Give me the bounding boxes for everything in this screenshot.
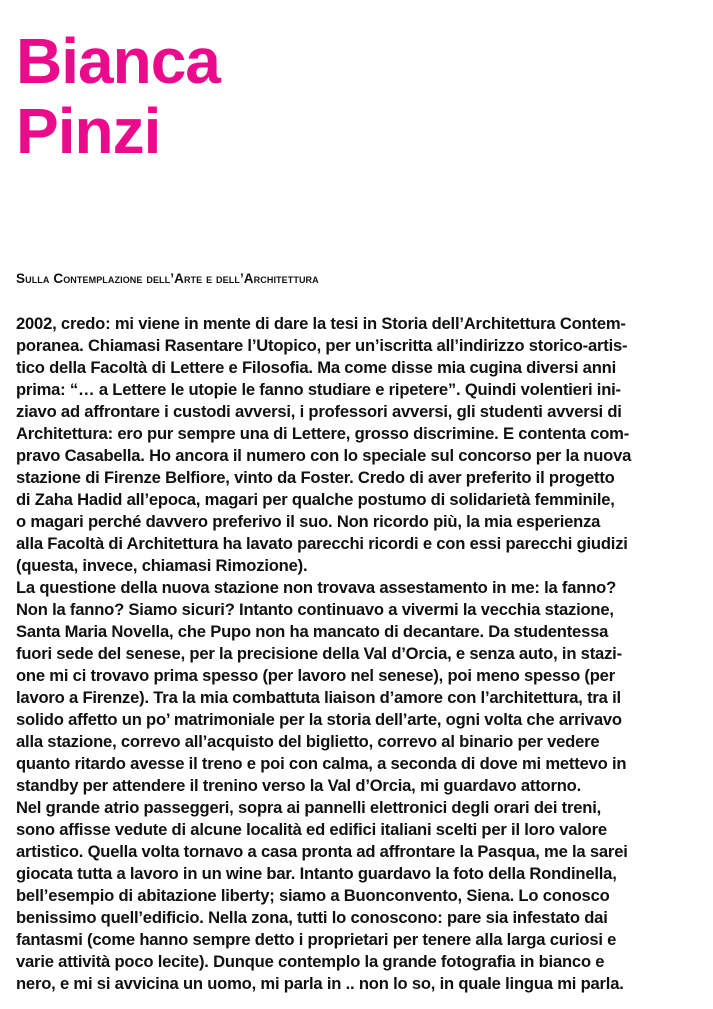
body-line: Non la fanno? Siamo sicuri? Intanto continuavo a vivermi la vecchia stazione, <box>16 600 614 619</box>
body-line: bell’esempio di abitazione liberty; siamo a Buonconvento, Siena. Lo conosco <box>16 886 610 905</box>
author-last-name: Pinzi <box>16 95 161 167</box>
body-line: stazione di Firenze Belfiore, vinto da Foster. Credo di aver preferito il progetto <box>16 468 615 487</box>
body-line: varie attività poco lecite). Dunque contemplo la grande fotografia in bianco e <box>16 952 605 971</box>
body-line: alla Facoltà di Architettura ha lavato parecchi ricordi e con essi parecchi giudizi <box>16 534 628 553</box>
body-line: artistico. Quella volta tornavo a casa pronta ad affrontare la Pasqua, me la sarei <box>16 842 628 861</box>
body-line: La questione della nuova stazione non trovava assestamento in me: la fanno? <box>16 578 617 597</box>
essay-heading: Sulla Contemplazione dell’Arte e dell’Architettura <box>16 271 319 286</box>
body-line: di Zaha Hadid all’epoca, magari per qualche postumo di solidarietà femminile, <box>16 490 615 509</box>
body-line: Architettura: ero pur sempre una di Lettere, grosso discrimine. E contenta com- <box>16 424 630 443</box>
body-line: 2002, credo: mi viene in mente di dare la tesi in Storia dell’Architettura Contem- <box>16 314 626 333</box>
body-line: Nel grande atrio passeggeri, sopra ai pannelli elettronici degli orari dei treni, <box>16 798 602 817</box>
body-line: pravo Casabella. Ho ancora il numero con lo speciale sul concorso per la nuova <box>16 446 632 465</box>
author-first-name: Bianca <box>16 25 220 97</box>
body-line: giocata tutta a lavoro in un wine bar. Intanto guardavo la foto della Rondinella, <box>16 864 617 883</box>
body-line: nero, e mi si avvicina un uomo, mi parla in .. non lo so, in quale lingua mi parla. <box>16 974 624 993</box>
body-line: prima: “… a Lettere le utopie le fanno studiare e ripetere”. Quindi volentieri ini- <box>16 380 621 399</box>
body-line: lavoro a Firenze). Tra la mia combattuta liaison d’amore con l’architettura, tra il <box>16 688 621 707</box>
body-line: solido affetto un po’ matrimoniale per la storia dell’arte, ogni volta che arrivavo <box>16 710 622 729</box>
body-line: tico della Facoltà di Lettere e Filosofia. Ma come disse mia cugina diversi anni <box>16 358 616 377</box>
body-line: fuori sede del senese, per la precisione della Val d’Orcia, e senza auto, in stazi- <box>16 644 622 663</box>
body-line: standby per attendere il trenino verso la Val d’Orcia, mi guardavo attorno. <box>16 776 582 795</box>
body-line: Santa Maria Novella, che Pupo non ha mancato di decantare. Da studentessa <box>16 622 609 641</box>
body-line: alla stazione, correvo all’acquisto del biglietto, correvo al binario per vedere <box>16 732 600 751</box>
body-line: (questa, invece, chiamasi Rimozione). <box>16 556 308 575</box>
body-line: poranea. Chiamasi Rasentare l’Utopico, per un’iscritta all’indirizzo storico-artis- <box>16 336 628 355</box>
body-line: benissimo quell’edificio. Nella zona, tutti lo conoscono: pare sia infestato dai <box>16 908 608 927</box>
body-line: ziavo ad affrontare i custodi avversi, i professori avversi, gli studenti avversi di <box>16 402 622 421</box>
body-line: fantasmi (come hanno sempre detto i proprietari per tenere alla larga curiosi e <box>16 930 617 949</box>
body-line: one mi ci trovavo prima spesso (per lavoro nel senese), poi meno spesso (per <box>16 666 615 685</box>
body-line: sono affisse vedute di alcune località ed edifici italiani scelti per il loro valore <box>16 820 607 839</box>
body-line: o magari perché davvero preferivo il suo. Non ricordo più, la mia esperienza <box>16 512 601 531</box>
body-line: quanto ritardo avesse il treno e poi con calma, a seconda di dove mi mettevo in <box>16 754 627 773</box>
author-name <box>16 26 220 166</box>
essay-body <box>16 313 696 995</box>
